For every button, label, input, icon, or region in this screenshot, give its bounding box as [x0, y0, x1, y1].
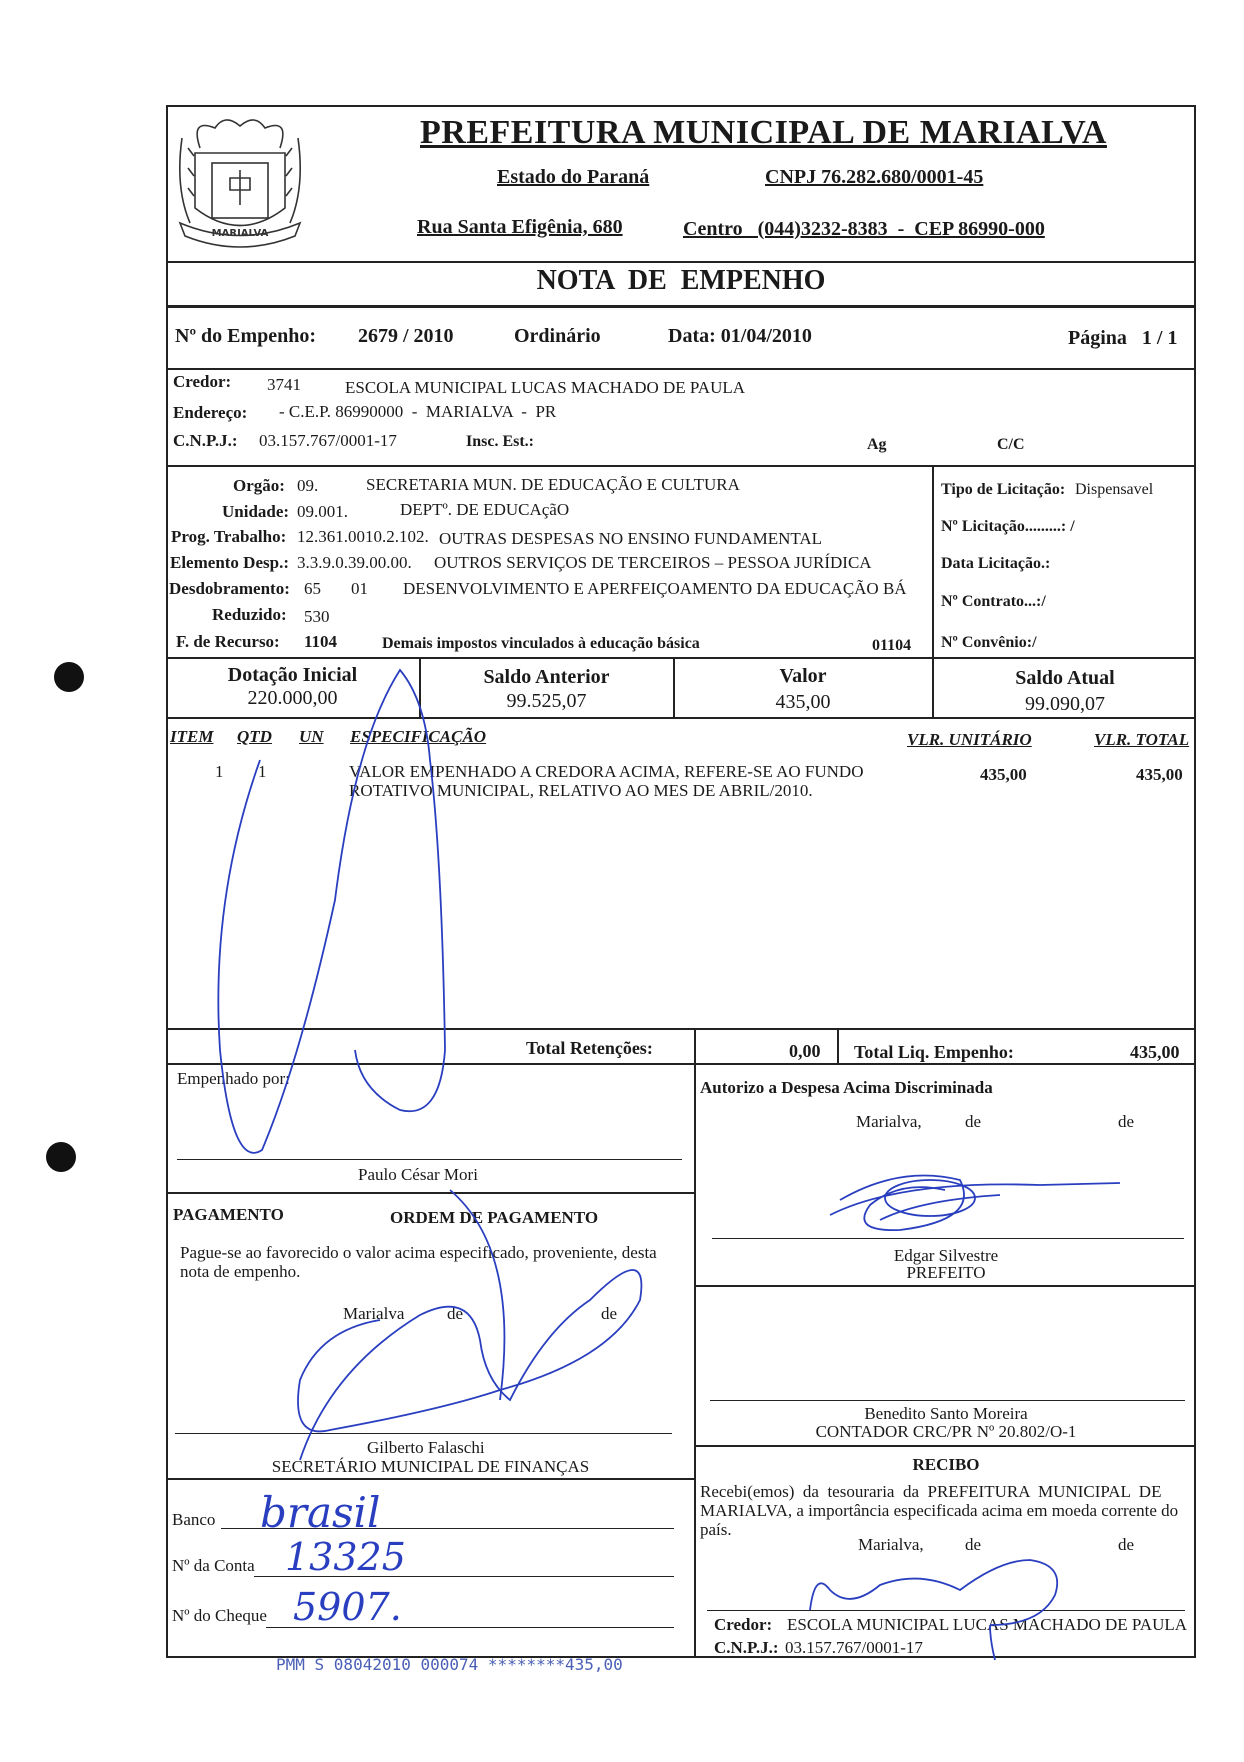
recurso-name: Demais impostos vinculados à educação básica: [382, 635, 700, 652]
document-title: NOTA DE EMPENHO: [536, 265, 826, 296]
account-label: C/C: [997, 436, 1025, 453]
credor-code: 3741: [267, 375, 301, 394]
agency-label: Ag: [867, 436, 887, 453]
municipality-title: PREFEITURA MUNICIPAL DE MARIALVA: [420, 114, 1107, 151]
punch-hole-bottom: [46, 1142, 76, 1172]
col-espec: ESPECIFICAÇÃO: [350, 727, 487, 746]
col-un: UN: [299, 727, 324, 746]
contador-role: CONTADOR CRC/PR Nº 20.802/O-1: [815, 1422, 1077, 1441]
banco-value: brasil: [260, 1488, 381, 1537]
empenho-label: Nº do Empenho:: [175, 325, 317, 347]
reduzido-code: 530: [304, 607, 330, 626]
reduzido-label: Reduzido:: [212, 605, 287, 624]
empenho-date: Data: 01/04/2010: [668, 325, 812, 347]
col-qtd: QTD: [237, 727, 272, 746]
secretario-name: Gilberto Falaschi: [367, 1438, 485, 1457]
ordem-pagamento-label: ORDEM DE PAGAMENTO: [390, 1208, 599, 1227]
credor-cnpj: 03.157.767/0001-17: [259, 431, 397, 450]
retencoes-value: 0,00: [789, 1041, 821, 1061]
page-number: Página 1 / 1: [1068, 327, 1178, 349]
prog-label: Prog. Trabalho:: [171, 527, 287, 546]
valor-value: 435,00: [775, 691, 831, 713]
cheque-label: Nº do Cheque: [172, 1606, 267, 1625]
credor-label: Credor:: [173, 372, 232, 391]
prefeito-role: PREFEITO: [906, 1263, 986, 1282]
recurso-right: 01104: [872, 637, 912, 654]
orgao-name: SECRETARIA MUN. DE EDUCAÇÃO E CULTURA: [366, 475, 740, 494]
prefeito-name: Edgar Silvestre: [893, 1246, 999, 1265]
autorizo-de-1: de: [965, 1112, 982, 1131]
desd-name: DESENVOLVIMENTO E APERFEIÇOAMENTO DA EDUCAÇÃO BÁ: [403, 579, 907, 598]
saldo-anterior-value: 99.525,07: [506, 690, 587, 712]
liquido-label: Total Liq. Empenho:: [854, 1042, 1014, 1062]
coat-of-arms: [170, 108, 310, 256]
recibo-text-2: MARIALVA, a importância especificada acima em moeda corrente do: [700, 1501, 1179, 1520]
punch-hole-top: [54, 662, 84, 692]
elem-name: OUTROS SERVIÇOS DE TERCEIROS – PESSOA JURÍDICA: [434, 553, 872, 572]
recurso-label: F. de Recurso:: [176, 632, 280, 651]
municipality-contact: Centro (044)3232-8383 - CEP 86990-000: [683, 218, 1045, 240]
recibo-text-1: Recebi(emos) da tesouraria da PREFEITURA MUNICIPAL DE: [700, 1482, 1162, 1501]
insc-est-label: Insc. Est.:: [466, 433, 535, 450]
cnpj-label: C.N.P.J.:: [173, 431, 238, 450]
credor-name: ESCOLA MUNICIPAL LUCAS MACHADO DE PAULA: [345, 378, 746, 397]
recibo-credor-label: Credor:: [714, 1615, 773, 1634]
recibo-place: Marialva,: [858, 1535, 924, 1554]
state-name: Estado do Paraná: [497, 166, 650, 188]
desd-sub: 01: [351, 579, 368, 598]
municipality-address: Rua Santa Efigênia, 680: [417, 216, 623, 238]
valor-label: Valor: [779, 665, 827, 687]
elem-code: 3.3.9.0.39.00.00.: [297, 553, 412, 572]
row-item: 1: [215, 762, 224, 781]
col-unit: VLR. UNITÁRIO: [907, 730, 1032, 749]
contador-name: Benedito Santo Moreira: [864, 1404, 1028, 1423]
payment-stamp: PMM S 08042010 000074 ********435,00: [276, 1655, 623, 1674]
saldo-anterior-label: Saldo Anterior: [483, 666, 610, 688]
desd-label: Desdobramento:: [169, 579, 290, 598]
pagamento-de-1: de: [447, 1304, 464, 1323]
secretario-role: SECRETÁRIO MUNICIPAL DE FINANÇAS: [271, 1457, 590, 1476]
pagamento-label: PAGAMENTO: [173, 1205, 284, 1224]
coat-of-arms-text: MARIALVA: [211, 228, 269, 239]
empenho-type: Ordinário: [514, 325, 601, 347]
unidade-code: 09.001.: [297, 502, 348, 521]
empenhado-name: Paulo César Mori: [358, 1165, 478, 1184]
prog-name: OUTRAS DESPESAS NO ENSINO FUNDAMENTAL: [439, 529, 823, 548]
autorizo-label: Autorizo a Despesa Acima Discriminada: [700, 1078, 993, 1097]
municipality-cnpj: CNPJ 76.282.680/0001-45: [765, 166, 984, 188]
conta-value: 13325: [285, 1535, 406, 1579]
pagamento-text-2: nota de empenho.: [180, 1262, 301, 1281]
dotacao-label: Dotação Inicial: [227, 664, 358, 686]
autorizo-place: Marialva,: [856, 1112, 922, 1131]
orgao-label: Orgão:: [233, 476, 285, 495]
row-total-value: 435,00: [1136, 765, 1183, 784]
licitacao-data: Data Licitação.:: [941, 555, 1051, 572]
recibo-de-1: de: [965, 1535, 982, 1554]
recibo-credor-name: ESCOLA MUNICIPAL LUCAS MACHADO DE PAULA: [787, 1615, 1188, 1634]
recibo-label: RECIBO: [912, 1455, 980, 1474]
licitacao-numero: Nº Licitação.........: /: [941, 518, 1075, 535]
licitacao-tipo-value: Dispensavel: [1075, 481, 1154, 498]
elem-label: Elemento Desp.:: [170, 553, 289, 572]
licitacao-contrato: Nº Contrato...:/: [941, 593, 1046, 610]
banco-label: Banco: [172, 1510, 216, 1529]
recibo-cnpj-value: 03.157.767/0001-17: [785, 1638, 923, 1657]
cheque-value: 5907.: [293, 1585, 402, 1629]
address-label: Endereço:: [173, 403, 248, 422]
saldo-atual-label: Saldo Atual: [1015, 667, 1115, 689]
saldo-atual-value: 99.090,07: [1025, 693, 1105, 715]
empenho-number: 2679 / 2010: [358, 325, 454, 347]
unidade-name: DEPTº. DE EDUCAçãO: [400, 500, 570, 519]
prog-code: 12.361.0010.2.102.: [297, 527, 429, 546]
recurso-code: 1104: [304, 632, 338, 651]
orgao-code: 09.: [297, 476, 319, 495]
recibo-de-2: de: [1118, 1535, 1135, 1554]
empenhado-label: Empenhado por:: [177, 1069, 290, 1088]
recibo-cnpj-label: C.N.P.J.:: [714, 1638, 779, 1657]
conta-label: Nº da Conta: [172, 1556, 255, 1575]
row-description-2: ROTATIVO MUNICIPAL, RELATIVO AO MES DE ABRIL/2010.: [349, 781, 813, 800]
liquido-value: 435,00: [1130, 1042, 1180, 1062]
desd-code: 65: [304, 579, 321, 598]
dotacao-value: 220.000,00: [247, 687, 338, 709]
retencoes-label: Total Retenções:: [526, 1038, 653, 1058]
licitacao-tipo-label: Tipo de Licitação:: [941, 481, 1066, 498]
autorizo-de-2: de: [1118, 1112, 1135, 1131]
licitacao-convenio: Nº Convênio:/: [941, 634, 1037, 651]
pagamento-de-2: de: [601, 1304, 618, 1323]
pagamento-text-1: Pague-se ao favorecido o valor acima especificado, proveniente, desta: [180, 1243, 657, 1262]
col-item: ITEM: [170, 727, 214, 746]
row-qtd: 1: [258, 762, 267, 781]
credor-address: - C.E.P. 86990000 - MARIALVA - PR: [279, 402, 557, 421]
recibo-text-3: país.: [700, 1520, 732, 1539]
pagamento-place: Marialva: [343, 1304, 405, 1323]
unidade-label: Unidade:: [222, 502, 290, 521]
row-unit-value: 435,00: [980, 765, 1027, 784]
col-total: VLR. TOTAL: [1094, 730, 1190, 749]
row-description-1: VALOR EMPENHADO A CREDORA ACIMA, REFERE-SE AO FUNDO: [349, 762, 864, 781]
